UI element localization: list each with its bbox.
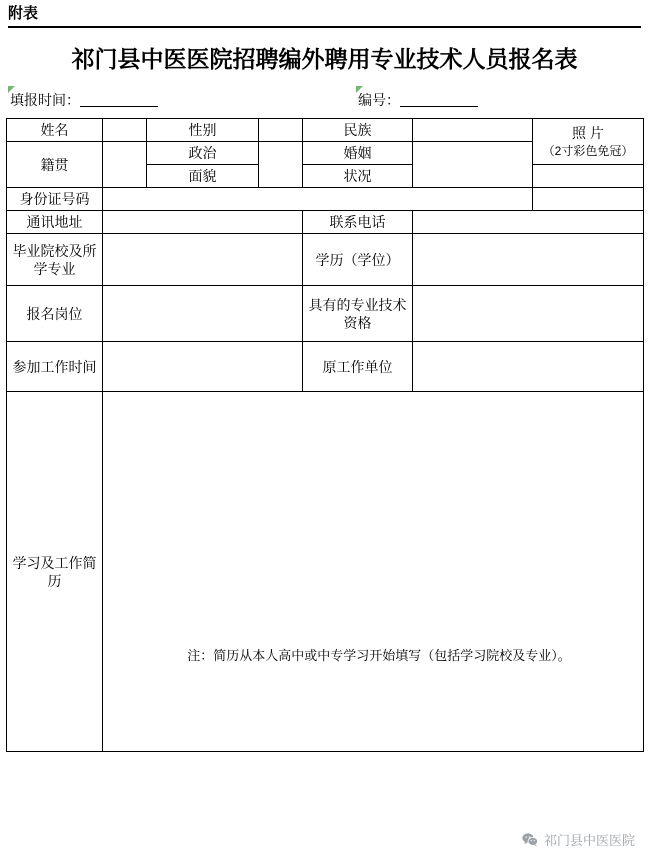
wechat-icon [522,833,538,847]
attachment-label: 附表 [8,5,39,22]
photo-sub-label: （2寸彩色免冠） [542,143,634,158]
cell-photo[interactable] [533,119,644,165]
cell-apply-post-value[interactable] [103,286,303,342]
cell-political-label-line1: 政治 [147,142,259,165]
cell-id-number-value[interactable] [103,188,533,211]
cell-address-label: 通讯地址 [7,211,103,234]
fill-time-input[interactable] [80,92,158,107]
cell-education-value[interactable] [413,234,644,286]
document-header [0,0,649,28]
cell-title-qualification-label: 具有的专业技术资格 [303,286,413,342]
cell-name-value[interactable] [103,119,147,142]
number-input[interactable] [400,92,478,107]
wechat-account-name: 祁门县中医医院 [543,833,635,848]
table-row [7,342,644,392]
cell-marriage-label-line2: 状况 [303,165,413,188]
cell-marriage-value[interactable] [413,142,533,188]
table-row [7,211,644,234]
cell-resume-label: 学习及工作简历 [7,392,103,752]
cell-school-major-value[interactable] [103,234,303,286]
table-row [7,286,644,342]
cell-ethnicity-value[interactable] [413,119,533,142]
cell-gender-label: 性别 [147,119,259,142]
resume-note: 注：简历从本人高中或中专学习开始填写（包括学习院校及专业）。 [187,647,571,663]
table-row [7,119,644,142]
cell-native-place-value[interactable] [103,142,147,188]
cell-phone-label: 联系电话 [303,211,413,234]
cell-phone-value[interactable] [413,211,644,234]
meta-row [6,88,643,114]
cell-apply-post-label: 报名岗位 [7,286,103,342]
cell-id-number-label: 身份证号码 [7,188,103,211]
photo-label: 照 片 [572,124,604,141]
cell-native-place-label: 籍贯 [7,142,103,188]
cell-work-start-value[interactable] [103,342,303,392]
cell-photo-bottom [533,165,644,188]
number-field [358,90,478,110]
cell-gender-value[interactable] [259,119,303,142]
table-row [7,392,644,752]
cell-work-start-label: 参加工作时间 [7,342,103,392]
cell-name-label: 姓名 [7,119,103,142]
fill-time-field [10,90,158,110]
cell-title-qualification-value[interactable] [413,286,644,342]
cell-address-value[interactable] [103,211,303,234]
header-divider [8,26,641,28]
cell-education-label: 学历（学位） [303,234,413,286]
cell-school-major-label: 毕业院校及所学专业 [7,234,103,286]
cell-resume-area[interactable] [103,392,644,752]
registration-form-table [6,118,644,752]
cell-former-employer-value[interactable] [413,342,644,392]
table-row [7,188,644,211]
cell-ethnicity-label: 民族 [303,119,413,142]
fill-time-label: 填报时间： [10,92,80,108]
cell-political-value[interactable] [259,142,303,188]
wechat-account-watermark [522,830,635,849]
cell-political-label-line2: 面貌 [147,165,259,188]
cell-photo-filler [533,188,644,211]
page-title: 祁门县中医医院招聘编外聘用专业技术人员报名表 [71,46,578,72]
cell-former-employer-label: 原工作单位 [303,342,413,392]
table-row [7,234,644,286]
number-label: 编号： [358,92,400,108]
cell-marriage-label-line1: 婚姻 [303,142,413,165]
